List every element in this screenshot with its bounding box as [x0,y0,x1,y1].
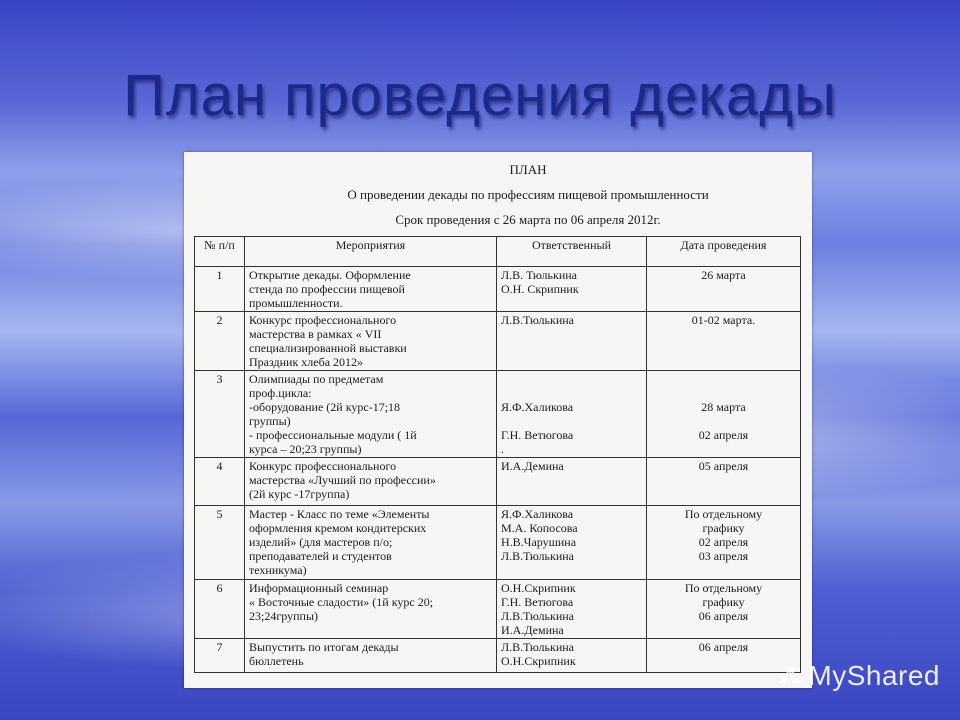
plan-table [194,236,801,673]
cell-responsible [497,639,647,673]
cell-responsible [497,580,647,639]
cell-number: 5 [195,506,245,580]
cell-event-line: Конкурс профессионального [249,313,397,327]
cell-responsible-line: . [501,442,504,456]
cell-date-line: 26 марта [701,268,746,282]
table-row [195,506,801,580]
cell-event-line: специализированной выставки [249,341,407,355]
cell-date-line: графику [702,521,745,535]
cell-responsible-line: Л.В.Тюлькина [501,609,575,623]
cell-responsible-line: И.А.Демина [501,459,564,473]
table-header-row [195,237,801,267]
cell-number: 3 [195,371,245,458]
column-header-date: Дата проведения [647,237,801,267]
watermark-text: MyShared [808,659,940,691]
cell-number: 4 [195,458,245,506]
cell-event-line: бюллетень [249,654,304,668]
cell-event-line: проф.цикла: [249,386,312,400]
column-header-number: № п/п [195,237,245,267]
cell-event-line: мастерства «Лучший по профессии» [249,473,436,487]
table-row [195,371,801,458]
cell-responsible-line: Л.В.Тюлькина [501,640,575,654]
table-row [195,580,801,639]
scanned-document [184,152,812,688]
cell-number: 6 [195,580,245,639]
table-row [195,458,801,506]
cell-responsible-line: Я.Ф.Халикова [501,507,574,521]
cell-event-line: 23;24группы) [249,609,318,623]
cell-event-line: Конкурс профессионального [249,459,397,473]
cell-date-line: 06 апреля [698,609,749,623]
cell-responsible-line [501,414,642,428]
cell-event-line: « Восточные сладости» (1й курс 20; [249,595,434,609]
cell-event-line: Выпустить по итогам декады [249,640,399,654]
cell-date-line: 06 апреля [698,640,749,654]
myshared-logo-icon: ⁂ [778,664,803,691]
cell-date [647,580,801,639]
cell-event-line: группы) [249,414,291,428]
slide-title: План проведения декады [123,63,837,128]
column-header-responsible: Ответственный [497,237,647,267]
cell-event [245,458,497,506]
cell-responsible-line: Г.Н. Ветюгова [501,428,574,442]
table-row [195,267,801,312]
cell-date [647,267,801,312]
cell-event-line: Мастер - Класс по теме «Элементы [249,507,430,521]
cell-event [245,506,497,580]
cell-event [245,312,497,371]
cell-date [647,371,801,458]
document-subtitle: О проведении декады по профессиям пищевой промышленности [347,187,709,202]
cell-event-line: (2й курс -17группа) [249,487,350,501]
cell-event [245,580,497,639]
plan-table-body [195,267,801,673]
cell-responsible-line [501,372,642,386]
cell-responsible-line: О.Н. Скрипник [501,282,579,296]
cell-event-line: стенда по профессии пищевой [249,282,405,296]
cell-date [647,506,801,580]
myshared-watermark [778,660,940,692]
cell-number: 2 [195,312,245,371]
cell-number: 1 [195,267,245,312]
cell-event-line: оформления кремом кондитерских [249,521,427,535]
cell-event [245,371,497,458]
cell-date-line: 28 марта [701,400,746,414]
cell-date-line: 03 апреля [698,549,749,563]
cell-date-line: 05 апреля [698,459,749,473]
cell-date-line: графику [702,595,745,609]
cell-number: 7 [195,639,245,673]
column-header-event: Мероприятия [245,237,497,267]
cell-date-line [651,386,796,400]
cell-event-line: промышленности. [249,296,343,310]
cell-responsible-line: Н.В.Чарушина [501,535,577,549]
cell-date-line: 02 апреля [698,535,749,549]
cell-event [245,267,497,312]
cell-responsible-line: Л.В.Тюлькина [501,313,575,327]
cell-date-line [651,372,796,386]
cell-responsible [497,312,647,371]
cell-date-line [651,414,796,428]
cell-responsible-line: Л.В. Тюлькина [501,268,578,282]
cell-date-line: По отдельному [684,507,763,521]
cell-responsible-line: О.Н.Скрипник [501,581,576,595]
cell-event-line: - профессиональные модули ( 1й [249,428,417,442]
cell-event-line: Информационный семинар [249,581,389,595]
cell-event-line: Олимпиады по предметам [249,372,384,386]
cell-responsible-line: О.Н.Скрипник [501,654,576,668]
cell-responsible [497,371,647,458]
cell-event-line: техникума) [249,563,307,577]
cell-date [647,312,801,371]
cell-responsible [497,267,647,312]
cell-event-line: курса – 20;23 группы) [249,442,362,456]
document-period: Срок проведения с 26 марта по 06 апреля 2012г. [395,212,661,227]
cell-responsible-line: Я.Ф.Халикова [501,400,574,414]
cell-event [245,639,497,673]
cell-event-line: изделий» (для мастеров п/о; [249,535,393,549]
cell-responsible-line [501,386,642,400]
cell-event-line: Открытие декады. Оформление [249,268,411,282]
cell-event-line: преподавателей и студентов [249,549,392,563]
cell-date [647,458,801,506]
table-row [195,639,801,673]
document-heading: ПЛАН [509,162,547,177]
cell-event-line: -оборудование (2й курс-17;18 [249,400,401,414]
table-row [195,312,801,371]
cell-responsible-line: Л.В.Тюлькина [501,549,575,563]
cell-event-line: мастерства в рамках « VII [249,327,382,341]
cell-responsible [497,458,647,506]
cell-responsible [497,506,647,580]
cell-date-line: 01-02 марта. [691,313,756,327]
cell-responsible-line: Г.Н. Ветюгова [501,595,574,609]
cell-responsible-line: М.А. Копосова [501,521,578,535]
cell-event-line: Праздник хлеба 2012» [249,355,364,369]
cell-responsible-line: И.А.Демина [501,623,564,637]
cell-date-line: По отдельному [684,581,763,595]
cell-date-line: 02 апреля [698,428,749,442]
